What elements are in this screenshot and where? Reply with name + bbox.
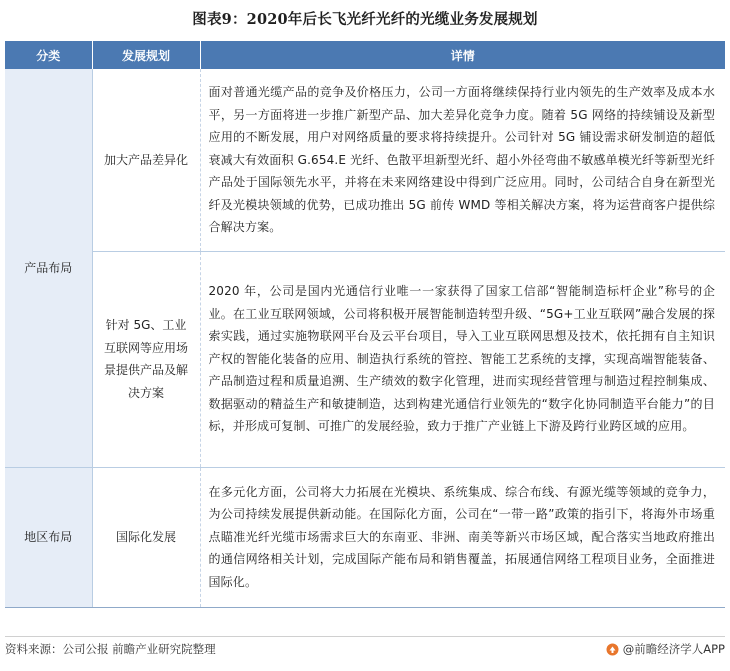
source-note: 资料来源：公司公报 前瞻产业研究院整理: [5, 642, 216, 656]
detail-cell: 面对普通光缆产品的竞争及价格压力，公司一方面将继续保持行业内领先的生产效率及成本水平，另一方面将进一步推广新型产品、加大差异化竞争力度。随着 5G 网络的持续铺设及新型应用的不断发展，用户对网络质量的要求将持续提升。公司针对 5G 铺设需求研发制造的超低衰减大有效面积 G.654.E 光纤、色散平坦新型光纤、超小外径弯曲不敏感单模光纤等新型光纤产品处于国际领先水平，并将在未来网络建设中得到广泛应用。同时，公司结合自身在新型光纤及光模块领域的优势，已成功推出 5G 前传 WMD 等相关解决方案，将为运营商客户提供综合解决方案。: [200, 69, 725, 251]
brand-text: @前瞻经济学人APP: [622, 642, 725, 656]
brand-credit: [606, 641, 725, 657]
header-plan: 发展规划: [92, 41, 200, 69]
brand-logo-icon: [606, 643, 619, 656]
detail-cell: 2020 年，公司是国内光通信行业唯一一家获得了国家工信部“智能制造标杆企业”称号的企业。在工业互联网领域，公司将积极开展智能制造转型升级、“5G+工业互联网”融合发展的探索实践，通过实施物联网平台及云平台项目，导入工业互联网思想及技术，依托拥有自主知识产权的智能化装备的应用、制造执行系统的管控、智能工艺系统的支撑，实现高端智能装备、产品制造过程和质量追溯、生产绩效的数字化管理，进而实现经营管理与制造过程控制集成、数据驱动的精益生产和敏捷制造，达到构建光通信行业领先的“数字化协同制造平台能力”的目标，并形成可复制、可推广的发展经验，致力于推广产业链上下游及跨行业跨区域的应用。: [200, 251, 725, 467]
table-row: [5, 467, 725, 607]
detail-cell: 在多元化方面，公司将大力拓展在光模块、系统集成、综合布线、有源光缆等领域的竞争力，为公司持续发展提供新动能。在国际化方面，公司在“一带一路”政策的指引下，将海外市场重点瞄准光纤光缆市场需求巨大的东南亚、非洲、南美等新兴市场区域，配合落实当地政府推出的通信网络相关计划，完成国际产能布局和销售覆盖，拓展通信网络工程项目业务，全面推进国际化。: [200, 467, 725, 607]
table-row: [5, 69, 725, 251]
footer-divider: [5, 636, 725, 637]
plan-cell: 国际化发展: [92, 467, 200, 607]
category-region-layout: 地区布局: [5, 467, 92, 607]
header-detail: 详情: [200, 41, 725, 69]
category-product-layout: 产品布局: [5, 69, 92, 467]
plan-table: [5, 41, 725, 608]
figure-title: 图表9：2020年后长飞光纤光纤的光缆业务发展规划: [192, 11, 538, 28]
plan-cell: 针对 5G、工业互联网等应用场景提供产品及解决方案: [92, 251, 200, 467]
table-header-row: [5, 41, 725, 69]
table-row: [5, 251, 725, 467]
plan-cell: 加大产品差异化: [92, 69, 200, 251]
footer: [5, 641, 725, 661]
header-category: 分类: [5, 41, 92, 69]
